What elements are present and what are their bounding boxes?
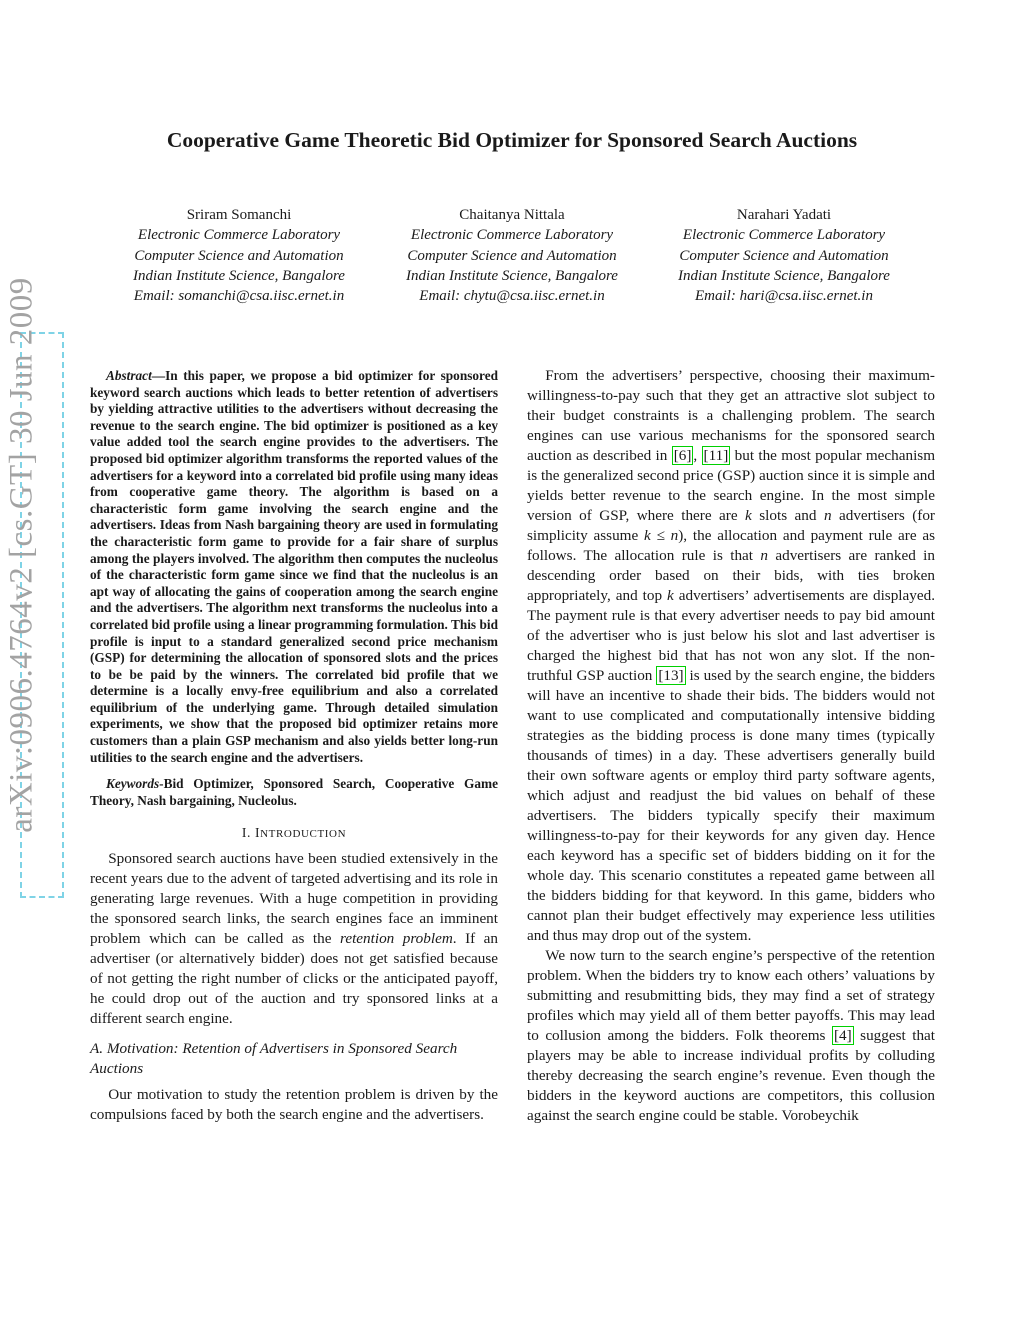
- author-lab: Electronic Commerce Laboratory: [682, 227, 886, 244]
- math-var: k: [745, 507, 752, 524]
- author-name: Sriram Somanchi: [186, 207, 292, 223]
- right-column: [527, 366, 935, 1126]
- section-heading-introduction: I. INTRODUCTION: [241, 825, 347, 841]
- author-institute: Indian Institute Science, Bangalore: [406, 267, 618, 284]
- abstract: [90, 368, 498, 766]
- math-inequality: k ≤ n: [644, 527, 679, 544]
- left-column: [90, 368, 498, 1125]
- citation-link[interactable]: [6]: [673, 447, 692, 464]
- search-engine-perspective-paragraph: We now turn to the search engine’s perspective of the retention problem. When the bidders try to know each others’ valuations by submitting and resubmitting bids, they may find a set of strategy profiles which may yield all of them better payoffs. This may lead to collusion among the bidders. Folk theorems [4] suggest that players may be able to increase individual profits by colluding thereby decreasing the search engine’s revenue. Even though the bidders in the keyword auctions are competitors, this collusion against the search engine could be stable. Vorobeychik: [527, 947, 935, 1124]
- author-block-3: [634, 205, 934, 306]
- author-block-2: [362, 205, 662, 306]
- citation-link[interactable]: [13]: [658, 667, 684, 684]
- math-var: k: [667, 587, 674, 604]
- author-institute: Indian Institute Science, Bangalore: [133, 267, 345, 284]
- keywords-body: -Bid Optimizer, Sponsored Search, Cooperative Game Theory, Nash bargaining, Nucleolus.: [90, 776, 498, 808]
- math-var: n: [760, 547, 768, 564]
- abstract-body: —In this paper, we propose a bid optimizer for sponsored keyword search auctions which leads to better retention of advertisers by yielding attractive utilities to the advertisers without decreasing the revenue to the search engine. The bid optimizer is positioned as a key value added tool the search engine provides to the advertisers. The proposed bid optimizer algorithm transforms the reported values of the advertisers for a keyword into a correlated bid profile using many ideas from cooperative game theory. The algorithm is based on a characteristic form game involving the search engine and the advertisers. Ideas from Nash bargaining theory are used in formulating the characteristic form game to provide for a fair share of surplus among the players involved. The algorithm then computes the nucleolus of the characteristic form game since we find that the nucleolus is an apt way of allocating the gains of cooperation among the search engine and the advertisers. The algorithm next transforms the nucleolus into a correlated bid profile using a linear programming formulation. This bid profile is input to a standard generalized second price mechanism (GSP) for determining the allocation of sponsored slots and the prices to be be paid by the winners. The correlated bid profile that we determine is a locally envy-free equilibrium and also a correlated equilibrium of the underlying game. Through detailed simulation experiments, we show that the proposed bid optimizer retains more customers than a plain GSP mechanism and also yields better long-run utilities to the search engine and the advertisers.: [90, 368, 498, 765]
- intro-paragraph: Sponsored search auctions have been studied extensively in the recent years due to the advent of targeted advertising and its role in generating large revenues. With a huge competition in providing the sponsored search links, the search engines face an imminent problem which can be called as the retention problem. If an advertiser (or alternatively bidder) does not get satisfied because of not getting the right number of clicks or the anticipated payoff, he could drop out of the auction and try sponsored links at a different search engine.: [90, 850, 499, 1028]
- advertiser-perspective-paragraph: From the advertisers’ perspective, choosing their maximum-willingness-to-pay such that they get an attractive slot subject to their budget constraints is a challenging problem. The search engines can use various mechanisms for the sponsored search auction as described in [6] , [11] but the most popular mechanism is the generalized second price (GSP) auction since it is simple and yields better revenue to the search engine. In the most simple version of GSP, where there are k slots and n advertisers (for simplicity assume k ≤ n), the allocation and payment rule are as follows. The allocation rule is that n advertisers are ranked in descending order based on their bids, with ties broken appropriately, and top k advertisers’ advertisements are displayed. The payment rule is that every advertiser needs to pay bid amount of the advertiser who is just below his slot and last advertiser is charged the highest bid that has not won any slot. If the non-truthful GSP auction [13] is used by the search engine, the bidders will have an incentive to shade their bids. The bidders would not want to use complicated and computationally intensive bidding strategies as the bidding process is done many times (typically thousands of times) in a day. These advertisers generally build their own software agents or employ third party software agents, which adjust and readjust the bid values on behalf of these advertisers. The bidders typically specify their maximum willingness-to-pay for their keywords for any given day. Hence each keyword has a specific set of bidders bidding on it for the whole day. This scenario constitutes a repeated game between all the bidders bidding for that keyword. In this game, bidders who cannot plan their budget effectively may experience less utilities and thus may drop out of the system.: [527, 367, 936, 944]
- arxiv-identifier: arXiv:0906.4764v2 [cs.GT] 30 Jun 2009: [3, 277, 40, 833]
- motivation-paragraph: Our motivation to study the retention problem is driven by the compulsions faced by both the search engine and the advertisers.: [90, 1086, 498, 1124]
- author-dept: Computer Science and Automation: [679, 247, 889, 264]
- subsection-heading-motivation: A. Motivation: Retention of Advertisers in Sponsored Search Auctions: [90, 1040, 458, 1078]
- author-name: Chaitanya Nittala: [459, 207, 565, 223]
- author-email: Email: hari@csa.iisc.ernet.in: [695, 288, 873, 305]
- author-lab: Electronic Commerce Laboratory: [410, 227, 614, 244]
- math-var: n: [823, 507, 832, 524]
- citation-link[interactable]: [4]: [833, 1027, 852, 1044]
- author-block-1: [89, 205, 389, 306]
- paper-title: Cooperative Game Theoretic Bid Optimizer for Sponsored Search Auctions: [166, 128, 858, 152]
- author-institute: Indian Institute Science, Bangalore: [678, 267, 890, 284]
- author-name: Narahari Yadati: [736, 207, 832, 223]
- keywords: [90, 776, 498, 809]
- author-dept: Computer Science and Automation: [407, 247, 617, 264]
- retention-problem-term: retention problem: [339, 930, 453, 948]
- citation-link[interactable]: [11]: [703, 447, 729, 464]
- abstract-label: Abstract: [105, 368, 152, 383]
- author-email: Email: somanchi@csa.iisc.ernet.in: [133, 288, 345, 305]
- author-dept: Computer Science and Automation: [134, 247, 344, 264]
- author-email: Email: chytu@csa.iisc.ernet.in: [419, 288, 605, 305]
- author-lab: Electronic Commerce Laboratory: [137, 227, 341, 244]
- keywords-label: Keywords: [105, 776, 160, 792]
